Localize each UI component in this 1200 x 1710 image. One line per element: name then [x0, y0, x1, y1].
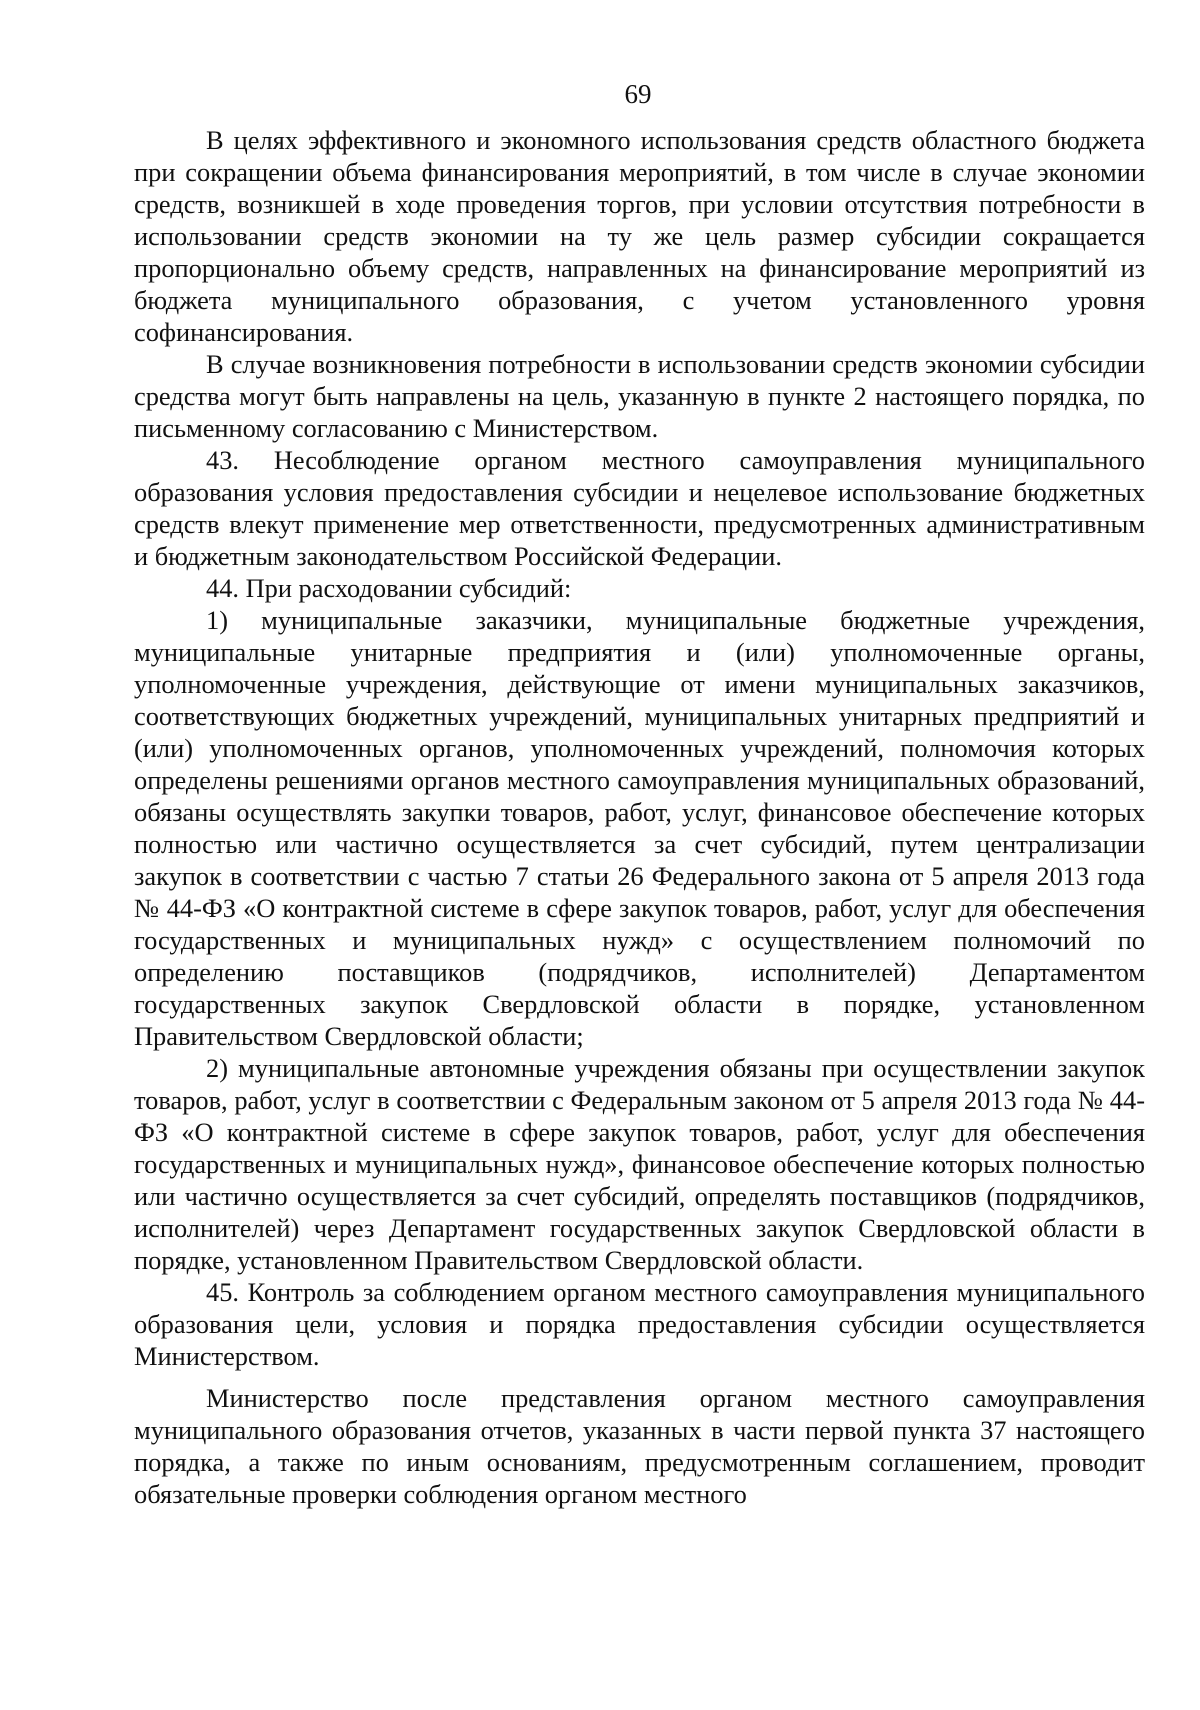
- paragraph-item-43: 43. Несоблюдение органом местного самоуправления муниципального образования условия предоставления субсидии и нецелевое использование бюджетных средств влекут применение мер ответственности, предусмотренных административным и бюджетным законодательством Российской Федерации.: [134, 445, 1145, 571]
- document-body: [134, 124, 1145, 1510]
- paragraph-ministry-checks: Министерство после представления органом местного самоуправления муниципального образования отчетов, указанных в части первой пункта 37 настоящего порядка, а также по иным основаниям, предусмотренным соглашением, проводит обязательные проверки соблюдения органом местного: [134, 1383, 1145, 1509]
- page-number: 69: [624, 79, 652, 109]
- paragraph-savings-use: В случае возникновения потребности в использовании средств экономии субсидии средства могут быть направлены на цель, указанную в пункте 2 настоящего порядка, по письменному согласованию с Министерством.: [134, 349, 1145, 443]
- paragraph-item-44: 44. При расходовании субсидий:: [206, 573, 572, 603]
- paragraph-item-45: 45. Контроль за соблюдением органом местного самоуправления муниципального образования цели, условия и порядка предоставления субсидии осуществляется Министерством.: [134, 1277, 1145, 1371]
- paragraph-item-44-sub-2: 2) муниципальные автономные учреждения обязаны при осуществлении закупок товаров, работ, услуг в соответствии с Федеральным законом от 5 апреля 2013 года № 44-ФЗ «О контрактной системе в сфере закупок товаров, работ, услуг для обеспечения государственных и муниципальных нужд», финансовое обеспечение которых полностью или частично осуществляется за счет субсидий, определять поставщиков (подрядчиков, исполнителей) через Департамент государственных закупок Свердловской области в порядке, установленном Правительством Свердловской области.: [134, 1053, 1145, 1275]
- paragraph-item-44-sub-1: 1) муниципальные заказчики, муниципальные бюджетные учреждения, муниципальные унитарные предприятия и (или) уполномоченные органы, уполномоченные учреждения, действующие от имени муниципальных заказчиков, соответствующих бюджетных учреждений, муниципальных унитарных предприятий и (или) уполномоченных органов, уполномоченных учреждений, полномочия которых определены решениями органов местного самоуправления муниципальных образований, обязаны осуществлять закупки товаров, работ, услуг, финансовое обеспечение которых полностью или частично осуществляется за счет субсидий, путем централизации закупок в соответствии с частью 7 статьи 26 Федерального закона от 5 апреля 2013 года № 44-ФЗ «О контрактной системе в сфере закупок товаров, работ, услуг для обеспечения государственных и муниципальных нужд» с осуществлением полномочий по определению поставщиков (подрядчиков, исполнителей) Департаментом государственных закупок Свердловской области в порядке, установленном Правительством Свердловской области;: [134, 605, 1145, 1051]
- paragraph-budget-efficiency: В целях эффективного и экономного использования средств областного бюджета при сокращении объема финансирования мероприятий, в том числе в случае экономии средств, возникшей в ходе проведения торгов, при условии отсутствия потребности в использовании средств экономии на ту же цель размер субсидии сокращается пропорционально объему средств, направленных на финансирование мероприятий из бюджета муниципального образования, с учетом установленного уровня софинансирования.: [134, 125, 1145, 347]
